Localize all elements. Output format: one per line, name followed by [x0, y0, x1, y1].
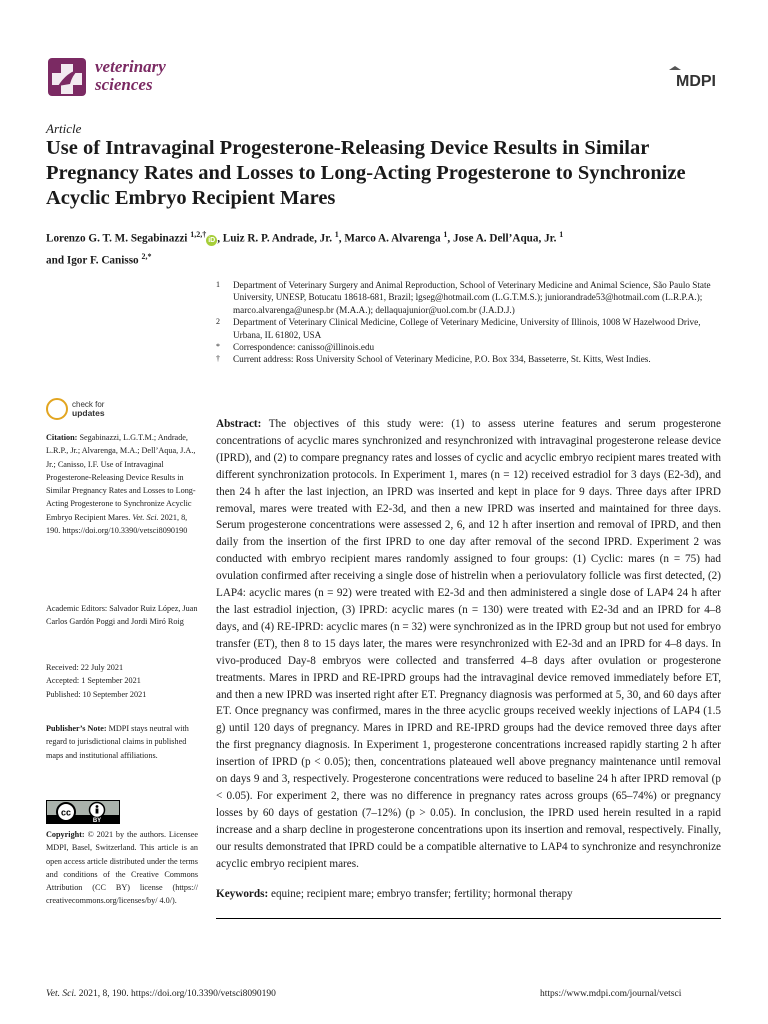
affiliation-item	[216, 316, 716, 341]
citation-block	[46, 431, 198, 537]
svg-text:cc: cc	[60, 807, 72, 818]
article-type: Article	[46, 121, 82, 136]
affiliation-mark: *	[216, 342, 220, 352]
keywords-text: equine; recipient mare; embryo transfer; fertility; hormonal therapy	[271, 888, 573, 900]
affiliation-item	[216, 341, 716, 353]
author-affiliation-mark: 1	[334, 230, 339, 239]
orcid-icon[interactable]: iD	[208, 236, 216, 244]
cc-by-label: BY	[92, 818, 102, 823]
cc-by-icon	[47, 801, 119, 823]
footer-doi-link[interactable]: 2021, 8, 190. https://doi.org/10.3390/vetsci8090190	[78, 989, 276, 999]
footer-journal-url[interactable]: https://www.mdpi.com/journal/vetsci	[540, 989, 682, 999]
author-name[interactable]: Luiz R. P. Andrade, Jr.	[222, 232, 332, 245]
check-updates-line2: updates	[72, 408, 105, 418]
author-affiliation-mark: 1	[443, 230, 448, 239]
affiliation-item	[216, 279, 716, 316]
check-for-updates-button[interactable]	[46, 398, 166, 424]
accepted-date: Accepted: 1 September 2021	[46, 676, 141, 686]
article-title: Use of Intravaginal Progesterone-Releasing Device Results in Similar Pregnancy Rates and Losses to Long-Acting Progesterone to Synchronize Acyclic Embryo Recipient Mares	[46, 137, 686, 209]
divider	[216, 918, 721, 919]
author-affiliation-mark: 1,2,†	[190, 230, 207, 239]
abstract	[216, 416, 721, 872]
abstract-text: The objectives of this study were: (1) to assess uterine features and serum progesterone concentrations of acyclic mares synchronized and resynchronized with intravaginal progesterone release device (IPRD), and (2) to compare pregnancy rates and losses of cyclic and acyclic embryo recipient mares treated with different synchronization protocols. In Experiment 1, mares (n = 12) received estradiol for 3 days (E2-3d), and then 24 h after the last injection, an IPRD was inserted and kept in place for 9 days. Three days after IPRD removal, mares were treated with E2-3d, and then a new IPRD was inserted and maintained for three days. Serum progesterone concentrations were assessed 2, 6, and 12 h after insertion and removal of IPRD, and then daily from the insertion of the first IPRD to one day after removal of the second IPRD. Experiment 2 was conducted with embryo recipient mares randomly assigned to four groups: (1) Cyclic: mares (n = 75) had ovulation confirmed after receiving a single dose of histrelin when a periovulatory follicle was first detected, (2) LAP4: acyclic mares (n = 92) were treated with E2-3d and then administered a single dose of LAP4 24 h after the last estradiol injection, (3) IPRD: acyclic mares (n = 130) were treated with E2-3d and an IPRD for 4–8 days, and (4) RE-IPRD: acyclic mares (n = 32) were synchronized as in the IPRD group but not used for embryo transfer (ET), then 8 to 15 days later, the mares were resynchronized with E2-3d and an IPRD for 4–8 days. In vivo-produced Day-8 embryos were collected and transferred 4–8 days after ovulation or progesterone treatments. Mares in IPRD and RE-IPRD groups had the intravaginal device removed immediately before ET, and then a new IPRD was inserted right after ET. Pregnancy diagnosis was performed at 5, 30, and 60 days after ET. Once pregnancy was confirmed, mares in the three acyclic groups received weekly injections of LAP4 (1.5 g) until 120 days of pregnancy. Mares in IPRD and RE-IPRD groups had the device removed three days after the first pregnancy diagnosis. In Experiment 1, progesterone concentrations increased rapidly starting 2 h after insertion of IPRD (p < 0.05); then, concentrations plateaued well above pregnancy maintenance until removal on days 9 and 3, respectively. Progesterone concentrations were reduced to baseline 24 h after IPRD removal (p < 0.05). For experiment 2, there was no difference in pregnancy rates across groups (65–74%) or pregnancy losses by 60 days of gestation (7–12%) (p > 0.05). In conclusion, the IPRD used herein resulted in a rapid increase and a sharp decline in progesterone concentrations upon its insertion and removal, respectively. Finally, our results demonstrated that IPRD could be a compatible alternative to LAP4 to synchronize and resynchronize acyclic embryo recipient mares.	[216, 418, 721, 870]
publisher-note-text: MDPI stays neutral with regard to jurisdictional claims in published maps and institutional affiliations.	[46, 724, 189, 760]
affiliation-text: Current address: Ross University School of Veterinary Medicine, P.O. Box 334, Basseterre, St. Kitts, West Indies.	[233, 354, 651, 365]
affiliation-item	[216, 353, 716, 365]
affiliation-mark: †	[216, 354, 220, 364]
mdpi-logo-text: MDPI	[676, 73, 716, 90]
footer-citation	[46, 989, 276, 999]
mdpi-logo-icon	[667, 66, 725, 90]
affiliation-text: Department of Veterinary Clinical Medicine, College of Veterinary Medicine, University of Illinois, 1008 W Hazelwood Drive, Urbana, IL 61802, USA	[233, 317, 701, 340]
affiliations	[216, 279, 716, 366]
author-affiliation-mark: 1	[559, 230, 564, 239]
keywords	[216, 886, 721, 902]
author-name[interactable]: Jose A. Dell’Aqua, Jr.	[453, 232, 557, 245]
publication-dates	[46, 661, 198, 701]
affiliation-mark: 2	[216, 317, 220, 327]
citation-label: Citation:	[46, 433, 78, 442]
author-list: Lorenzo G. T. M. Segabinazzi $^{1,2,\dagger}$iD , Luiz R. P. Andrade, Jr. $^1$, Marco A. Alvarenga $^1$, Jose A. Dell’Aqua, Jr. $^1$ and Igor F. Canisso $^{2,*}$	[46, 230, 564, 267]
footer-journal: Vet. Sci.	[46, 989, 77, 999]
author-name[interactable]: Marco A. Alvarenga	[344, 232, 441, 245]
received-date: Received: 22 July 2021	[46, 663, 124, 672]
keywords-label: Keywords:	[216, 888, 269, 900]
journal-name-line1: veterinary	[95, 57, 166, 76]
published-date: Published: 10 September 2021	[46, 689, 147, 699]
abstract-label: Abstract:	[216, 418, 262, 430]
editors-label: Academic Editors:	[46, 604, 108, 613]
copyright-text: © 2021 by the authors. Licensee MDPI, Basel, Switzerland. This article is an open access article distributed under the terms and conditions of the Creative Commons Attribution (CC BY) license (https:// creativecommons.org/licenses/by/ 4.0/).	[46, 830, 199, 906]
check-updates-line1: check for	[72, 400, 105, 409]
check-updates-text	[72, 400, 105, 418]
copyright-label: Copyright:	[46, 830, 85, 839]
citation-text: Segabinazzi, L.G.T.M.; Andrade, L.R.P., Jr.; Alvarenga, M.A.; Dell’Aqua, J.A., Jr.; Canisso, I.F. Use of Intravaginal Progesterone-Releasing Device Results in Similar Pregnancy Rates and Losses to Long-Acting Progesterone to Synchronize Acyclic Embryo Recipient Mares.	[46, 433, 196, 522]
citation-doi-link[interactable]: 2021, 8, 190. https://doi.org/10.3390/vetsci8090190	[46, 512, 188, 536]
affiliation-text: Department of Veterinary Surgery and Animal Reproduction, School of Veterinary Medicine and Animal Science, São Paulo State University, UNESP, Botucatu 18618-681, Brazil; lgseg@hotmail.com (L.G.T.M.S.); juniorandrade53@hotmail.com (L.R.P.A.); marco.alvarenga@unesp.br (M.A.A.); dellaquajunior@uol.com.br (J.A.D.J.)	[233, 280, 711, 315]
citation-journal: Vet. Sci.	[132, 512, 159, 522]
author-name[interactable]: Igor F. Canisso	[66, 254, 139, 267]
mdpi-logo	[667, 66, 725, 90]
academic-editors	[46, 602, 198, 629]
journal-logo	[46, 56, 88, 98]
author-name[interactable]: Lorenzo G. T. M. Segabinazzi	[46, 232, 188, 245]
publisher-note	[46, 722, 198, 762]
cc-by-license-badge[interactable]	[46, 800, 120, 824]
journal-name	[95, 58, 166, 94]
publisher-note-label: Publisher’s Note:	[46, 724, 107, 733]
copyright-notice	[46, 828, 198, 908]
correspondence-email[interactable]: Correspondence: canisso@illinois.edu	[233, 342, 375, 353]
editors-text: Salvador Ruiz López, Juan Carlos Gardón Poggi and Jordi Miró Roig	[46, 604, 198, 627]
affiliation-mark: 1	[216, 280, 220, 289]
journal-name-line2: sciences	[95, 75, 153, 94]
author-affiliation-mark: 2,*	[141, 251, 152, 261]
check-updates-icon	[46, 398, 68, 420]
